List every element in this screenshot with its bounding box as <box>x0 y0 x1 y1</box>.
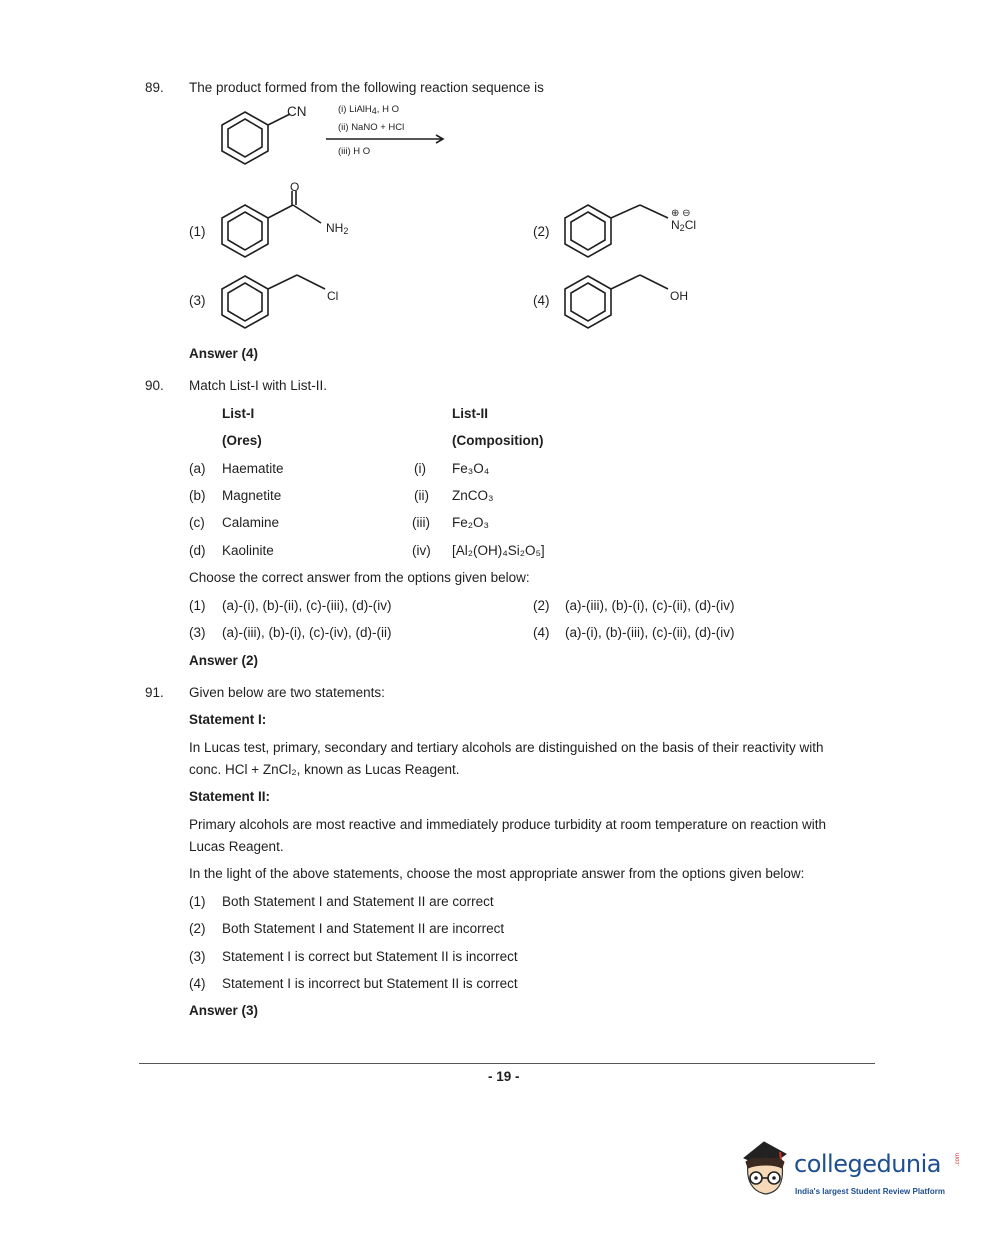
option-4-structure <box>558 260 688 340</box>
option-3-structure <box>215 260 345 340</box>
match-row-d-ore: Kaolinite <box>222 543 274 558</box>
option-4-group: OH <box>670 289 688 303</box>
q91-prompt: In the light of the above statements, choose the most appropriate answer from the options given below: <box>189 866 805 881</box>
logo-dotcom: .com <box>955 1152 961 1166</box>
reactant-benzonitrile-structure <box>215 105 325 175</box>
match-row-b-letter: (b) <box>189 488 206 503</box>
option-1-oxygen: O <box>290 180 300 194</box>
q91-option-4-num: (4) <box>189 976 206 991</box>
option-1-group: $NH_2$ <box>326 221 349 236</box>
q89-answer: Answer (4) <box>189 346 259 361</box>
q90-option-3-text: (a)-(iii), (b)-(i), (c)-(iv), (d)-(ii) <box>222 625 392 640</box>
statement-2-line-2: Lucas Reagent. <box>189 839 284 854</box>
option-3-group: Cl <box>327 289 339 303</box>
match-row-a-ore: Haematite <box>222 461 284 476</box>
option-2-charges: ⊕ ⊖ <box>671 208 691 219</box>
option-2-group: $N_2Cl$ <box>671 218 697 233</box>
q91-option-4-text: Statement I is incorrect but Statement II is correct <box>222 976 518 991</box>
q91-option-3-text: Statement I is correct but Statement II is incorrect <box>222 949 518 964</box>
match-row-b-composition: ZnCO₃ <box>452 488 494 503</box>
q90-option-2-text: (a)-(iii), (b)-(i), (c)-(ii), (d)-(iv) <box>565 598 735 613</box>
match-row-c-composition: Fe₂O₃ <box>452 515 489 530</box>
q89-number: 89. <box>145 80 164 95</box>
q90-option-4-num: (4) <box>533 625 550 640</box>
statement-2-title: Statement II: <box>189 789 271 804</box>
q90-choose: Choose the correct answer from the options given below: <box>189 570 530 585</box>
list2-subheader: (Composition) <box>452 433 544 448</box>
q90-option-1-num: (1) <box>189 598 206 613</box>
match-row-b-numeral: (ii) <box>414 488 429 503</box>
match-row-c-ore: Calamine <box>222 515 280 530</box>
q91-number: 91. <box>145 685 164 700</box>
statement-2-line-1: Primary alcohols are most reactive and immediately produce turbidity at room temperature on reaction with <box>189 817 827 832</box>
q89-option-3-label: (3) <box>189 293 206 308</box>
reagent-2: (ii) NaNO + HCl <box>338 122 405 133</box>
q91-option-3-num: (3) <box>189 949 206 964</box>
q91-text: Given below are two statements: <box>189 685 385 700</box>
q91-answer: Answer (3) <box>189 1003 259 1018</box>
reagent-1: (i) LiAlH$_4$, H O <box>338 104 399 116</box>
list2-header: List-II <box>452 406 488 421</box>
statement-1-title: Statement I: <box>189 712 267 727</box>
q90-answer: Answer (2) <box>189 653 259 668</box>
q90-option-1-text: (a)-(i), (b)-(ii), (c)-(iii), (d)-(iv) <box>222 598 392 613</box>
match-row-c-letter: (c) <box>189 515 205 530</box>
reaction-arrow <box>326 133 448 145</box>
match-row-a-letter: (a) <box>189 461 206 476</box>
match-row-a-numeral: (i) <box>414 461 426 476</box>
match-row-a-composition: Fe₃O₄ <box>452 461 490 476</box>
q89-option-4-label: (4) <box>533 293 550 308</box>
option-2-structure <box>558 185 688 260</box>
collegedunia-mascot-icon <box>738 1138 796 1200</box>
logo-wordmark: collegedunia <box>794 1150 942 1178</box>
q89-option-2-label: (2) <box>533 224 550 239</box>
q91-option-1-text: Both Statement I and Statement II are correct <box>222 894 494 909</box>
match-row-c-numeral: (iii) <box>412 515 430 530</box>
logo-tagline: India's largest Student Review Platform <box>795 1187 945 1196</box>
q90-number: 90. <box>145 378 164 393</box>
page-number: - 19 - <box>488 1069 520 1084</box>
q90-option-2-num: (2) <box>533 598 550 613</box>
footer-divider <box>139 1063 875 1064</box>
list1-subheader: (Ores) <box>222 433 262 448</box>
statement-1-line-2: conc. HCl + ZnCl₂, known as Lucas Reagent. <box>189 762 460 777</box>
q90-option-4-text: (a)-(i), (b)-(iii), (c)-(ii), (d)-(iv) <box>565 625 735 640</box>
match-row-d-composition: [Al₂(OH)₄Si₂O₅] <box>452 543 545 558</box>
q91-option-2-text: Both Statement I and Statement II are incorrect <box>222 921 505 936</box>
q89-option-1-label: (1) <box>189 224 206 239</box>
match-row-b-ore: Magnetite <box>222 488 282 503</box>
statement-1-line-1: In Lucas test, primary, secondary and tertiary alcohols are distinguished on the basis of their reactivity with <box>189 740 824 755</box>
q90-text: Match List-I with List-II. <box>189 378 328 393</box>
reactant-group-label: CN <box>287 104 307 119</box>
q91-option-2-num: (2) <box>189 921 206 936</box>
q90-option-3-num: (3) <box>189 625 206 640</box>
match-row-d-numeral: (iv) <box>412 543 431 558</box>
q89-text: The product formed from the following reaction sequence is <box>189 80 544 95</box>
reagent-3: (iii) H O <box>338 146 371 157</box>
list1-header: List-I <box>222 406 255 421</box>
match-row-d-letter: (d) <box>189 543 206 558</box>
q91-option-1-num: (1) <box>189 894 206 909</box>
